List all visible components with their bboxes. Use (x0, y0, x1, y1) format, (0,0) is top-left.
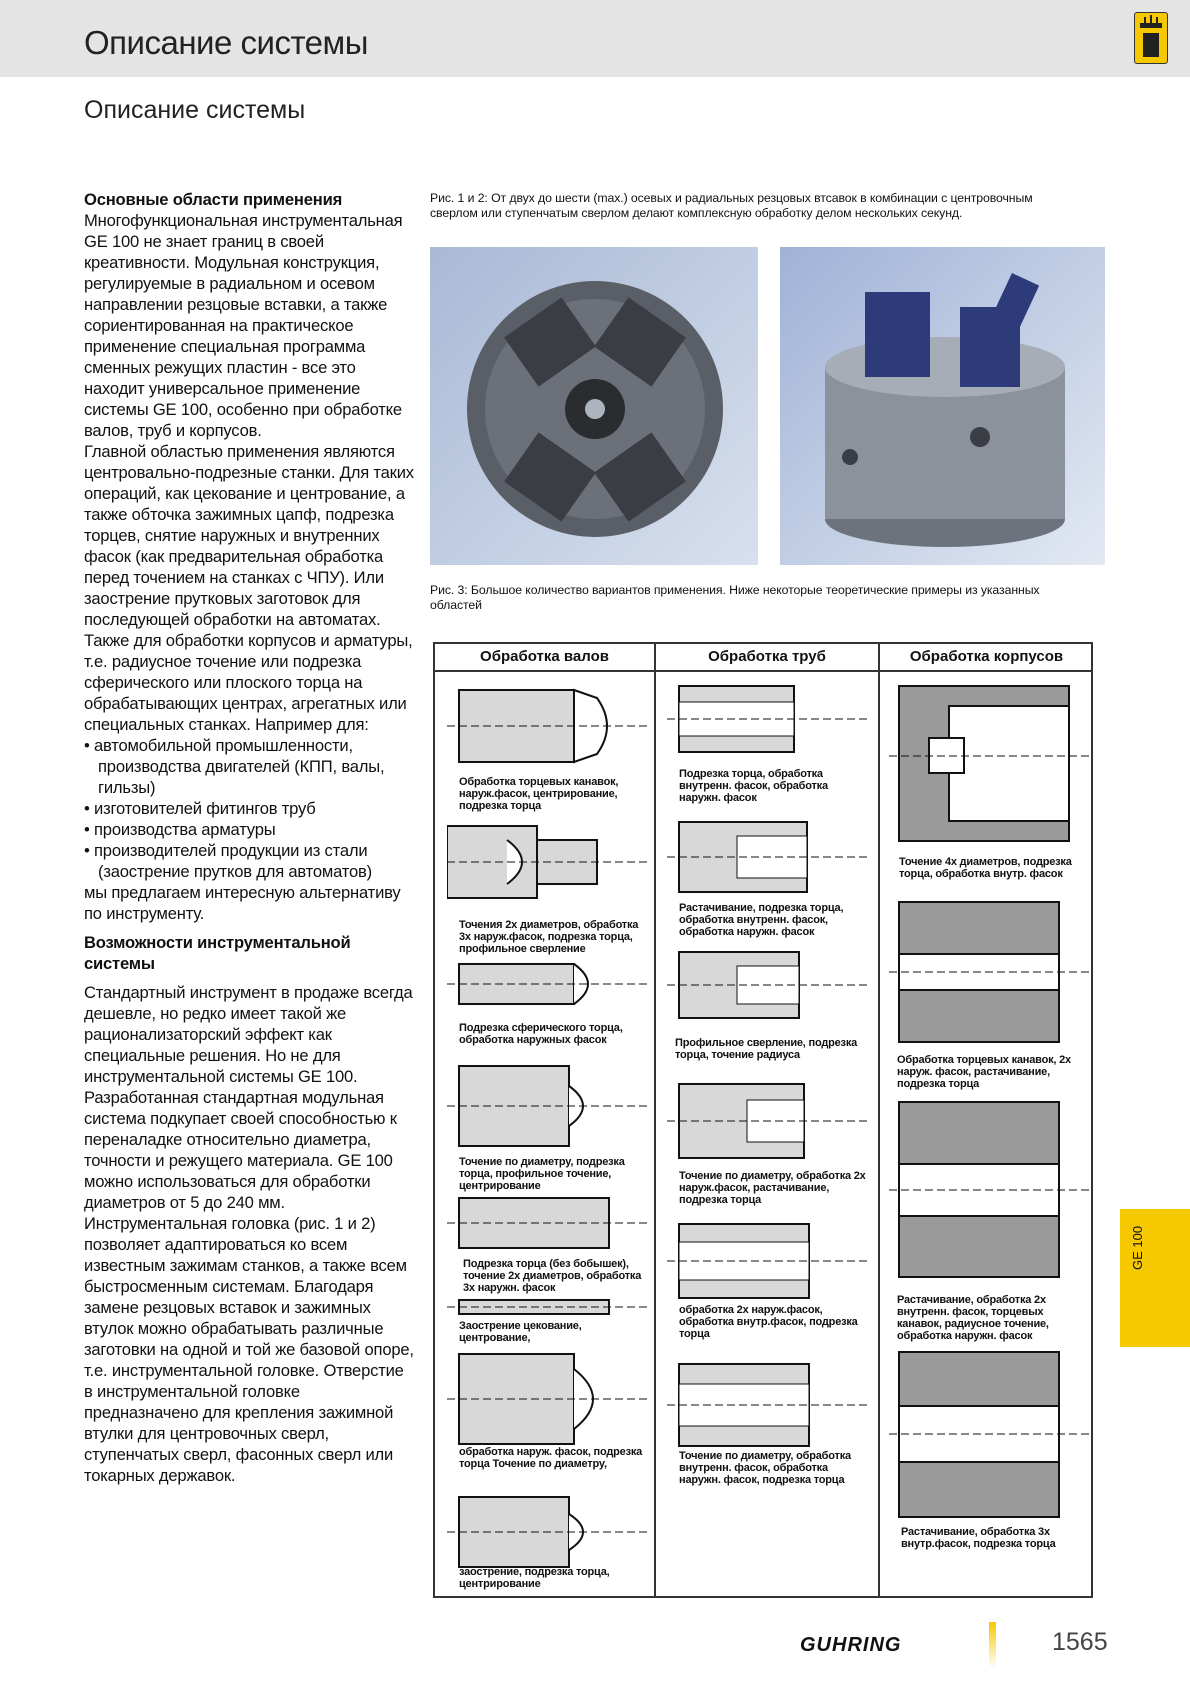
diagram-shaft-7 (447, 1344, 647, 1459)
diagram-pipe-4 (667, 1076, 867, 1166)
paragraph: Стандартный инструмент в продаже всегда дешевле, но редко имеет такой же рационализаторский эффект как специальные решения. Но не для инструментальной системы GE 100. Разработанная стандартная модульная система подкупает своей способностью к переналадке относительно диаметра, точности и режущего материала. GE 100 можно использоваться для обработки диаметров от 5 до 240 мм. Инструментальная головка (рис. 1 и 2) позволяет адаптироваться ко всем известным зажимам станков, а также всем быстросменным системам. Благодаря замене резцовых вставок и зажимных втулок можно обрабатывать различные заготовки на одной и той же базовой опоре, т.е. инструментальной головке. Отверстие в инструментальной головке предназначено для крепления зажимной втулки для центровочных сверл, ступенчатых сверл, фасонных сверл или токарных державок. (84, 983, 414, 1485)
diagram-shaft-3 (447, 956, 647, 1011)
table-header-pipes: Обработка труб (656, 644, 878, 672)
diagram-label: Подрезка торца (без бобышек), точение 2x диаметров, обработка 3x наружн. фасок (463, 1258, 642, 1294)
diagram-label: заострение, подрезка торца, центрирование (459, 1566, 610, 1590)
tool-holder-icon (1134, 12, 1168, 64)
diagram-shaft-2 (447, 814, 647, 909)
diagram-label: Точение по диаметру, подрезка торца, профильное точение, центрирование (459, 1156, 625, 1192)
paragraph: Главной областью применения являются центровально-подрезные станки. Для таких операций, как цекование и центрование, а также обточка зажимных цапф, подрезка торцев, снятие наружных и внутренних фасок (как предварительная обработка перед точением на станках с ЧПУ). Или заострение прутковых заготовок для последующей обработки на автоматах. Также для обработки корпусов и арматуры, т.е. радиусное точение или подрезка сферического или плоского торца на обрабатывающих центрах, агрегатных или специальных станках. Например для: (84, 442, 414, 734)
diagram-pipe-6 (667, 1356, 867, 1456)
caption-fig1-2: Рис. 1 и 2: От двух до шести (max.) осевых и радиальных резцовых втсавок в комбинации с центровочным сверлом или ступенчатым сверлом делают комплексную обработку делом нескольких секунд. (430, 191, 1033, 220)
table-header-shafts: Обработка валов (435, 644, 654, 672)
diagram-label: Точения 2x диаметров, обработка 3x наруж.фасок, подрезка торца, профильное сверление (459, 919, 639, 955)
diagram-pipe-2 (667, 814, 867, 899)
diagram-housing-1 (889, 678, 1089, 853)
diagram-label: Заострение цекование, центрование, (459, 1320, 582, 1344)
section-tab-label: GE 100 (1130, 1225, 1145, 1270)
diagram-label: обработка наруж. фасок, подрезка торца Точение по диаметру, (459, 1446, 643, 1470)
diagram-label: Профильное сверление, подрезка торца, точение радиуса (675, 1037, 858, 1061)
diagram-label: Растачивание, обработка 3x внутр.фасок, подрезка торца (901, 1526, 1056, 1550)
diagram-label: Растачивание, подрезка торца, обработка внутренн. фасок, обработка наружн. фасок (679, 902, 844, 938)
photo-tool-head-top (430, 247, 758, 565)
paragraph: мы предлагаем интересную альтернативу по инструменту. (84, 883, 401, 923)
diagram-label: Обработка торцевых канавок, наруж.фасок, центрирование, подрезка торца (459, 776, 619, 812)
diagram-label: обработка 2x наруж.фасок, обработка внутр.фасок, подрезка торца (679, 1304, 858, 1340)
diagram-housing-3 (889, 1094, 1089, 1284)
diagram-pipe-3 (667, 944, 867, 1026)
list-item: • производства арматуры (84, 820, 276, 839)
diagram-pipe-5 (667, 1216, 867, 1306)
bullet-list (84, 735, 414, 882)
diagram-shaft-5 (447, 1192, 647, 1254)
brand-logo: GUHRING (800, 1634, 902, 1656)
diagram-shaft-4 (447, 1056, 647, 1156)
diagram-housing-2 (889, 894, 1089, 1049)
table-header-housings: Обработка корпусов (880, 644, 1093, 672)
diagram-shaft-1 (447, 680, 647, 772)
diagram-shaft-8 (447, 1489, 647, 1574)
diagram-label: Подрезка торца, обработка внутренн. фасок, обработка наружн. фасок (679, 768, 828, 804)
list-item: • производителей продукции из стали (заострение прутков для автоматов) (84, 841, 372, 881)
diagram-label: Растачивание, обработка 2x внутренн. фасок, торцевых канавок, радиусное точение, обработка наружн. фасок (897, 1294, 1049, 1342)
caption-fig3: Рис. 3: Большое количество вариантов применения. Ниже некоторые теоретические примеры из указанных областей (430, 583, 1040, 612)
heading-capabilities: Возможности инструментальной системы (84, 933, 351, 973)
machining-examples-table (433, 642, 1093, 1598)
list-item: • изготовителей фитингов труб (84, 799, 316, 818)
list-item: • автомобильной промышленности, производства двигателей (КПП, валы, гильзы) (84, 736, 385, 797)
left-column (84, 189, 414, 1486)
diagram-label: Подрезка сферического торца, обработка наружных фасок (459, 1022, 623, 1046)
diagram-pipe-1 (667, 680, 867, 758)
photo-tool-head-side (780, 247, 1105, 565)
sub-title: Описание системы (84, 96, 306, 124)
diagram-label: Точение по диаметру, обработка 2x наруж.фасок, растачивание, подрезка торца (679, 1170, 866, 1206)
page-header (0, 0, 1190, 77)
diagram-label: Точение по диаметру, обработка внутренн. фасок, обработка наружн. фасок, подрезка торца (679, 1450, 851, 1486)
diagram-label: Обработка торцевых канавок, 2x наруж. фасок, растачивание, подрезка торца (897, 1054, 1071, 1090)
paragraph: Многофункциональная инструментальная GE 100 не знает границ в своей креативности. Модульная конструкция, регулируемые в радиальном и осевом направлении резцовые вставки, а также сориентированная на практическое применение специальная программа сменных режущих пластин - все это находит универсальное применение системы GE 100, особенно при обработке валов, труб и корпусов. (84, 211, 403, 440)
diagram-label: Точение 4x диаметров, подрезка торца, обработка внутр. фасок (899, 856, 1072, 880)
header-title: Описание системы (84, 24, 368, 61)
diagram-housing-4 (889, 1344, 1089, 1524)
page-number: 1565 (1052, 1628, 1108, 1656)
heading-applications: Основные области применения (84, 190, 343, 209)
footer-accent-bar (989, 1622, 996, 1668)
diagram-shaft-6 (447, 1296, 647, 1318)
